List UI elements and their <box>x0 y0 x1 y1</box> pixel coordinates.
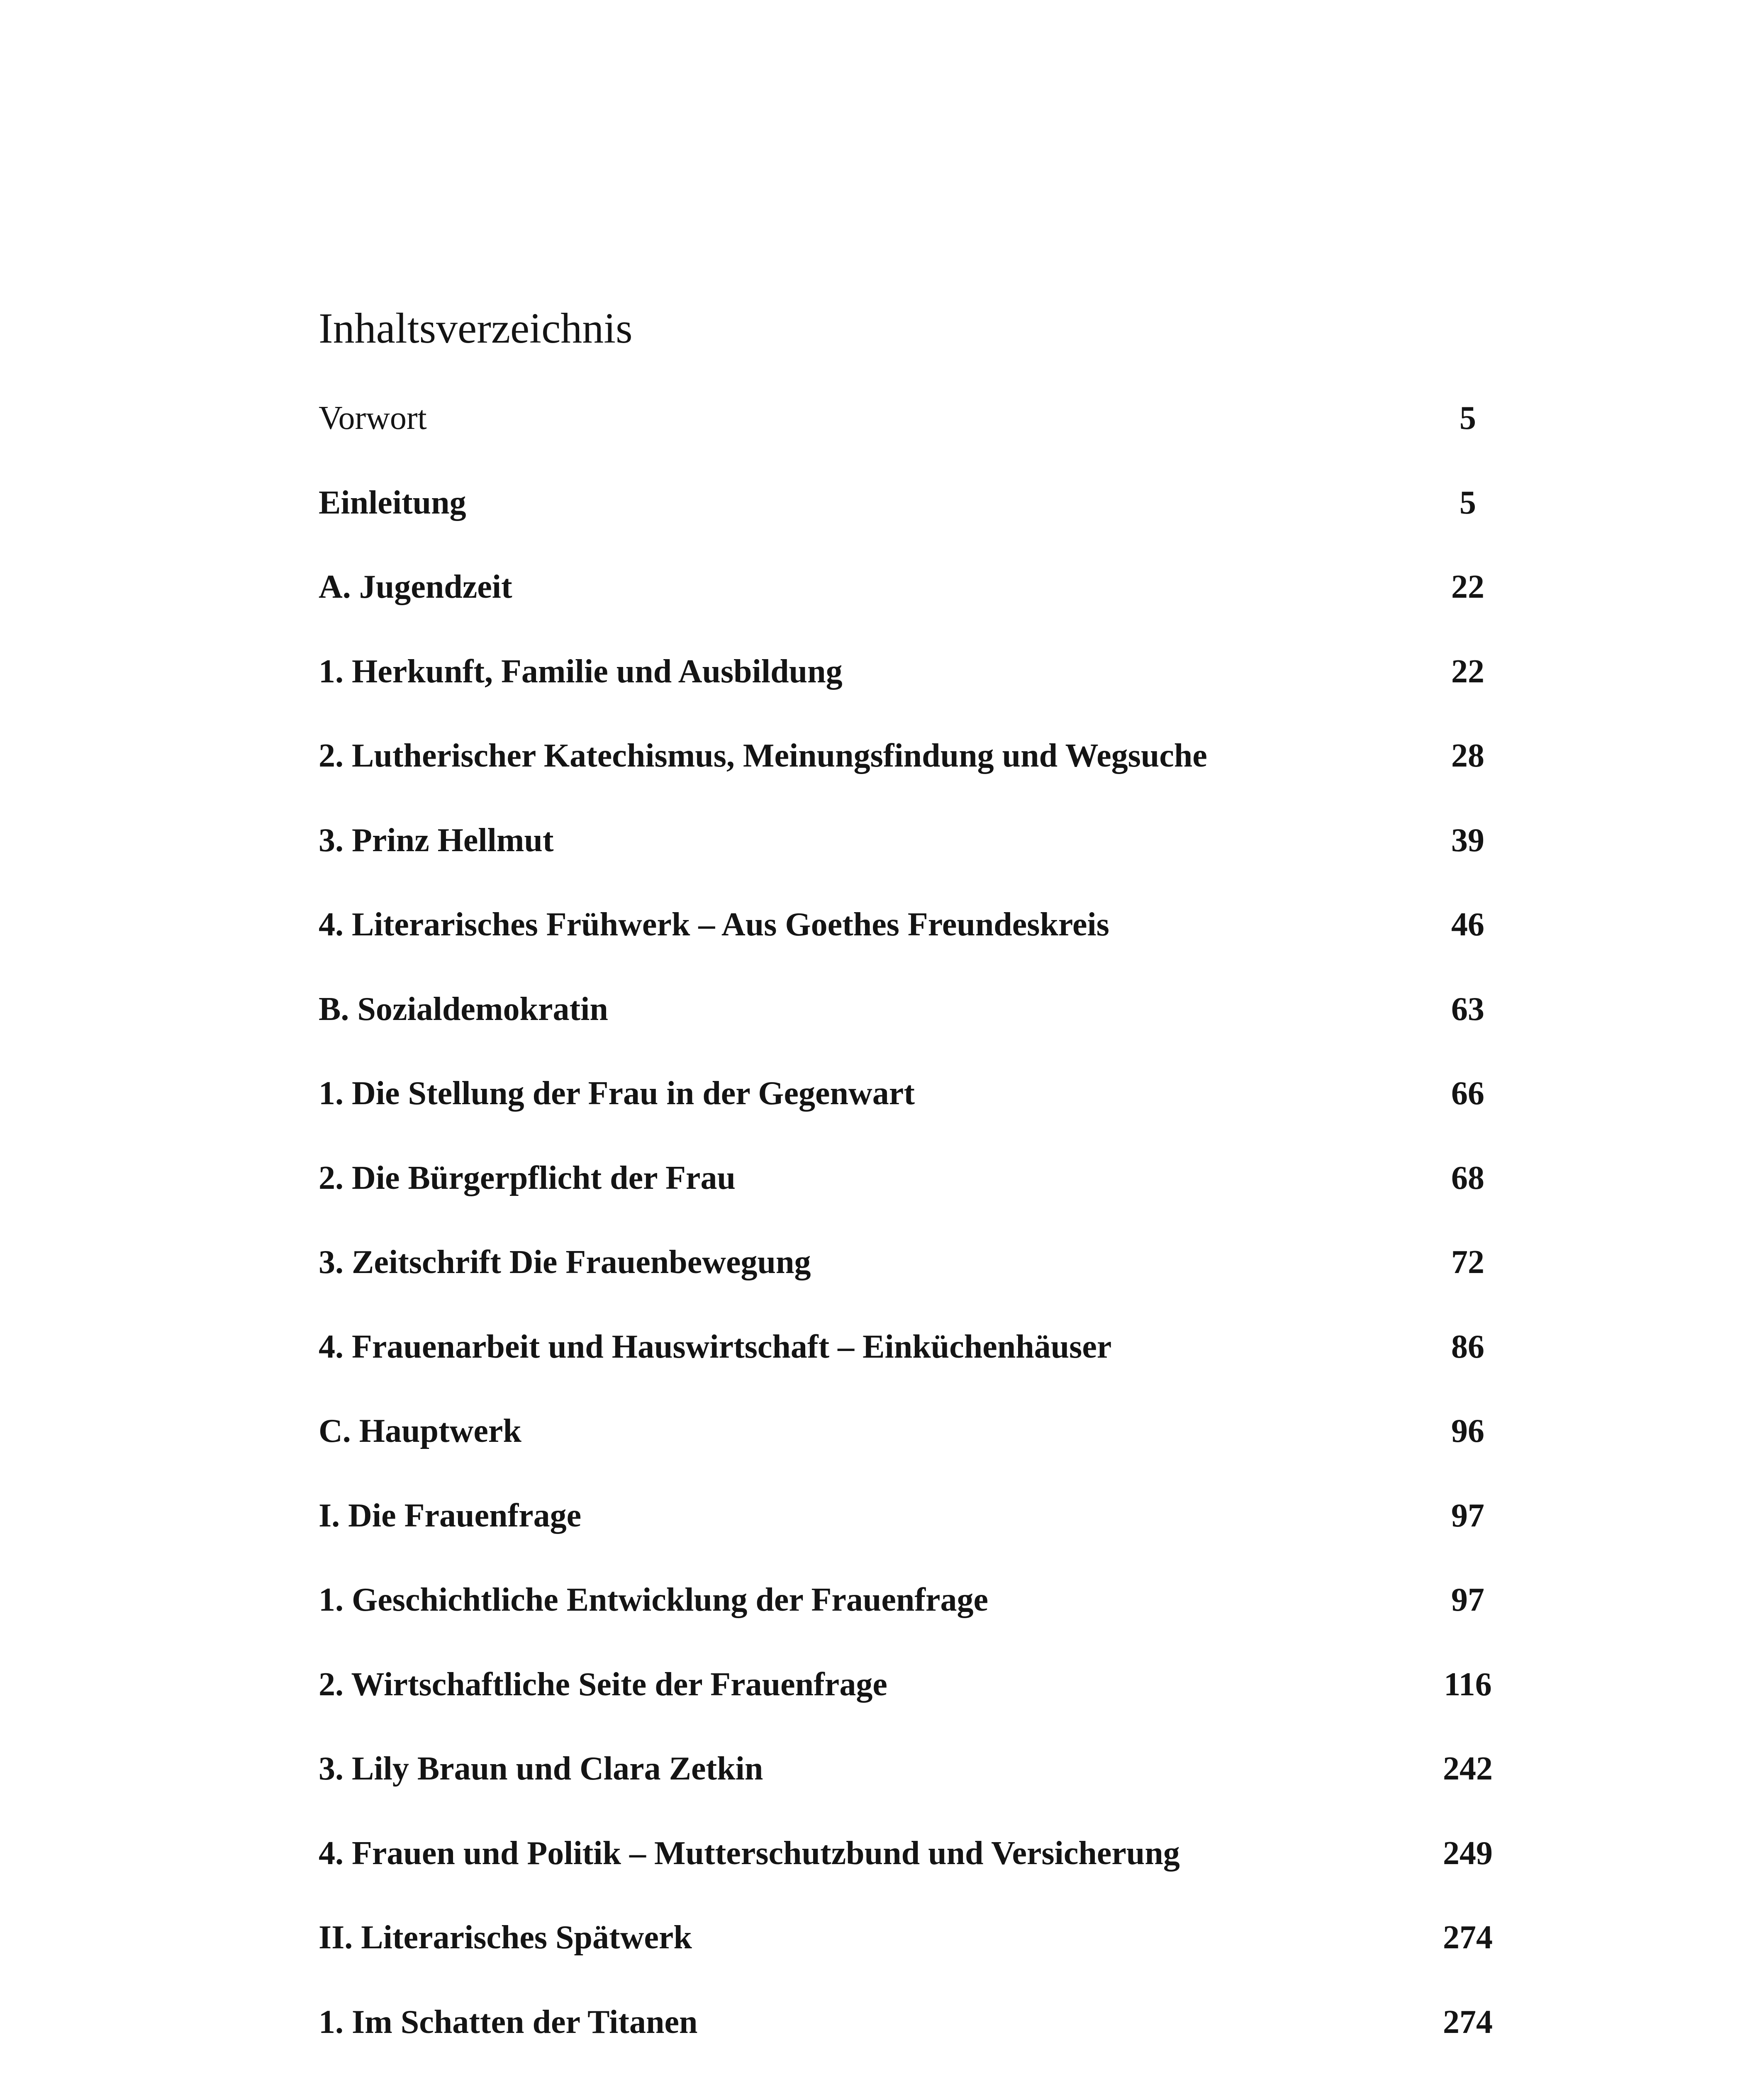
toc-entry-title: C. Hauptwerk <box>319 1413 521 1449</box>
toc-entry <box>319 1077 1509 1161</box>
toc-entry-title: 4. Literarisches Frühwerk – Aus Goethes Freundeskreis <box>319 906 1109 943</box>
toc-entry <box>319 1668 1509 1753</box>
toc-entry-title: 4. Frauen und Politik – Mutterschutzbund und Versicherung <box>319 1835 1180 1872</box>
toc-entry <box>319 1330 1509 1415</box>
toc-entry <box>319 570 1509 655</box>
toc-entry <box>319 402 1509 486</box>
toc-entry-page-number: 72 <box>1451 1244 1484 1280</box>
toc-entry-title: 2. Die Bürgerpflicht der Frau <box>319 1159 736 1196</box>
toc-entry-page-number: 116 <box>1444 1666 1492 1703</box>
toc-entry-page-number: 97 <box>1451 1497 1484 1534</box>
toc-entry <box>319 2003 1509 2074</box>
toc-entry-title: 1. Die Stellung der Frau in der Gegenwart <box>319 1075 915 1112</box>
toc-entry-title: 2. Lutherischer Katechismus, Meinungsfindung und Wegsuche <box>319 738 1207 774</box>
toc-entry <box>319 739 1509 824</box>
toc-entry-page-number: 63 <box>1451 991 1484 1027</box>
toc-entry-page-number: 46 <box>1451 906 1484 943</box>
toc-entry <box>319 1161 1509 1246</box>
toc-entry-page-number: 242 <box>1443 1750 1493 1787</box>
toc-entry-page-number: 274 <box>1443 2003 1493 2040</box>
toc-entry-title: 3. Lily Braun und Clara Zetkin <box>319 1750 763 1787</box>
toc-heading: Inhaltsverzeichnis <box>319 304 633 352</box>
toc-entry-title: Einleitung <box>319 484 466 521</box>
toc-entry <box>319 1414 1509 1499</box>
toc-entry-page-number: 274 <box>1443 1919 1493 1956</box>
toc-entry-page-number: 66 <box>1451 1075 1484 1112</box>
toc-entry-page-number: 39 <box>1451 822 1484 859</box>
toc-entry-page-number: 5 <box>1459 484 1476 521</box>
toc-entry <box>319 1752 1509 1837</box>
toc-entry-title: 3. Prinz Hellmut <box>319 822 554 859</box>
toc-entry-page-number: 68 <box>1451 1159 1484 1196</box>
toc-entry-title: 1. Geschichtliche Entwicklung der Frauenfrage <box>319 1582 988 1618</box>
toc-entry-page-number: 249 <box>1443 1835 1493 1872</box>
toc-entry-title: I. Die Frauenfrage <box>319 1497 582 1534</box>
toc-entry-page-number: 5 <box>1459 400 1476 436</box>
toc-entry-page-number: 97 <box>1451 1582 1484 1618</box>
toc-entry-title: A. Jugendzeit <box>319 569 512 605</box>
toc-entry <box>319 824 1509 908</box>
toc-entry <box>319 1246 1509 1330</box>
toc-entry-title: 3. Zeitschrift Die Frauenbewegung <box>319 1244 811 1280</box>
toc-entry-title: 2. Wirtschaftliche Seite der Frauenfrage <box>319 1666 887 1703</box>
toc-entry <box>319 655 1509 740</box>
toc-entry <box>319 1499 1509 1584</box>
toc-entry-page-number: 86 <box>1451 1328 1484 1365</box>
toc-entry-page-number: 22 <box>1451 653 1484 690</box>
toc-entry-title: 1. Im Schatten der Titanen <box>319 2003 698 2040</box>
toc-entry-title: 1. Herkunft, Familie und Ausbildung <box>319 653 843 690</box>
toc-entry-page-number: 28 <box>1451 738 1484 774</box>
toc-entry-title: Vorwort <box>319 400 427 436</box>
toc-list <box>319 402 1509 2074</box>
toc-entry-page-number: 22 <box>1451 569 1484 605</box>
toc-entry-title: 4. Frauenarbeit und Hauswirtschaft – Einküchenhäuser <box>319 1328 1112 1365</box>
toc-entry <box>319 1583 1509 1668</box>
toc-entry <box>319 1921 1509 2006</box>
toc-entry <box>319 993 1509 1077</box>
toc-entry <box>319 486 1509 571</box>
toc-entry-title: B. Sozialdemokratin <box>319 991 608 1027</box>
toc-entry-title: II. Literarisches Spätwerk <box>319 1919 692 1956</box>
toc-entry <box>319 908 1509 993</box>
toc-entry-page-number: 96 <box>1451 1413 1484 1449</box>
toc-entry <box>319 1837 1509 1921</box>
